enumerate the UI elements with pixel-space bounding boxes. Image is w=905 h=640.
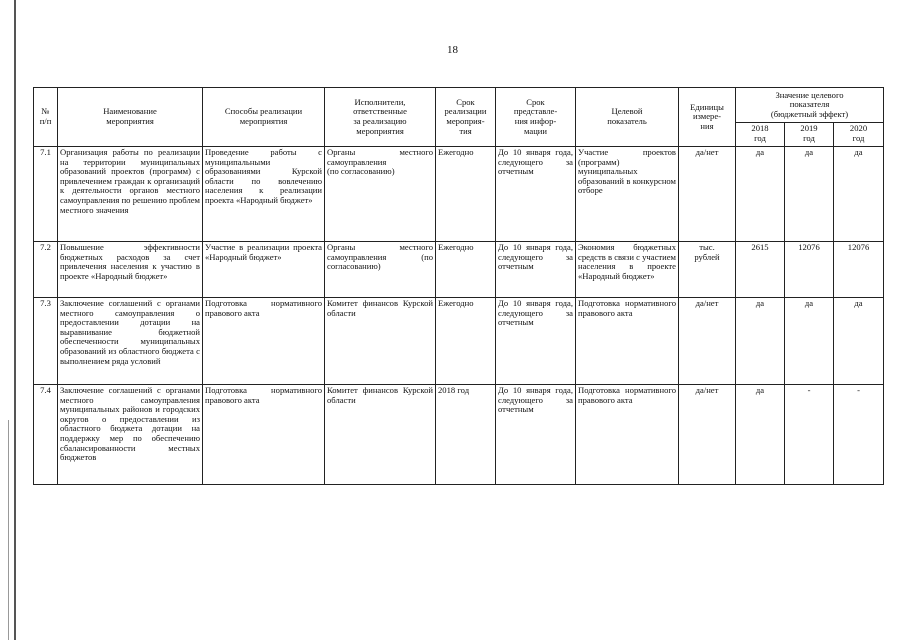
header-name: Наименование мероприятия — [58, 88, 203, 147]
cell-value-2018: 2615 — [736, 242, 785, 298]
cell-info-term: До 10 января года, следующего за отчетным — [496, 147, 576, 242]
cell-indicator: Экономия бюджетных средств в связи с участием населения в проекте «Народный бюджет» — [576, 242, 679, 298]
cell-methods: Подготовка нормативного правового акта — [203, 385, 325, 485]
cell-num: 7.2 — [34, 242, 58, 298]
header-units: Единицы измере- ния — [679, 88, 736, 147]
cell-units: да/нет — [679, 298, 736, 385]
cell-units: да/нет — [679, 147, 736, 242]
cell-term: Ежегодно — [436, 242, 496, 298]
header-executors: Исполнители, ответственные за реализацию мероприятия — [325, 88, 436, 147]
cell-term: 2018 год — [436, 385, 496, 485]
table-row — [34, 147, 884, 242]
scan-left-edge-shadow — [8, 420, 9, 640]
cell-term: Ежегодно — [436, 147, 496, 242]
cell-executors: Комитет финансов Курской области — [325, 298, 436, 385]
cell-indicator: Подготовка нормативного правового акта — [576, 385, 679, 485]
cell-num: 7.4 — [34, 385, 58, 485]
table-row — [34, 298, 884, 385]
cell-executors: Комитет финансов Курской области — [325, 385, 436, 485]
header-info-term: Срок представле- ния инфор- мации — [496, 88, 576, 147]
header-value-group: Значение целевого показателя (бюджетный эффект) — [736, 88, 884, 123]
header-term: Срок реализации мероприя- тия — [436, 88, 496, 147]
cell-name: Заключение соглашений с органами местного самоуправления о предоставлении дотации на выравнивание бюджетной обеспеченности муниципальных образований из областного бюджета с выполнением ряда условий — [58, 298, 203, 385]
cell-value-2020: 12076 — [834, 242, 884, 298]
cell-name: Повышение эффективности бюджетных расходов за счет привлечения населения к участию в проекте «Народный бюджет» — [58, 242, 203, 298]
cell-name: Заключение соглашений с органами местного самоуправления муниципальных районов и городских округов о предоставлении из областного бюджета дотации на поддержку мер по обеспечению сбалансированности местных бюджетов — [58, 385, 203, 485]
header-indicator: Целевой показатель — [576, 88, 679, 147]
header-year-2019: 2019 год — [785, 123, 834, 147]
header-year-2020: 2020 год — [834, 123, 884, 147]
cell-value-2019: да — [785, 298, 834, 385]
cell-value-2019: 12076 — [785, 242, 834, 298]
cell-term: Ежегодно — [436, 298, 496, 385]
cell-executors: Органы местного самоуправления (по согласованию) — [325, 242, 436, 298]
cell-units: тыс. рублей — [679, 242, 736, 298]
cell-units: да/нет — [679, 385, 736, 485]
cell-value-2018: да — [736, 147, 785, 242]
page-number: 18 — [447, 44, 458, 56]
table-row — [34, 242, 884, 298]
cell-executors: Органы местного самоуправления (по согласованию) — [325, 147, 436, 242]
cell-value-2018: да — [736, 385, 785, 485]
cell-value-2019: - — [785, 385, 834, 485]
cell-value-2020: да — [834, 298, 884, 385]
table-row — [34, 385, 884, 485]
cell-value-2019: да — [785, 147, 834, 242]
cell-value-2018: да — [736, 298, 785, 385]
cell-methods: Проведение работы с муниципальными образованиями Курской области по вовлечению населения к реализации проекта «Народный бюджет» — [203, 147, 325, 242]
header-year-2018: 2018 год — [736, 123, 785, 147]
cell-methods: Участие в реализации проекта «Народный бюджет» — [203, 242, 325, 298]
cell-value-2020: - — [834, 385, 884, 485]
table-header-row — [34, 88, 884, 123]
cell-info-term: До 10 января года, следующего за отчетным — [496, 242, 576, 298]
cell-num: 7.1 — [34, 147, 58, 242]
header-num: № п/п — [34, 88, 58, 147]
measures-table — [33, 87, 884, 485]
cell-name: Организация работы по реализации на территории муниципальных образований проектов (программ) с привлечением граждан к организаций к деятельности органов местного самоуправления по решению проблем местного значения — [58, 147, 203, 242]
cell-info-term: До 10 января года, следующего за отчетным — [496, 298, 576, 385]
cell-value-2020: да — [834, 147, 884, 242]
cell-indicator: Подготовка нормативного правового акта — [576, 298, 679, 385]
cell-methods: Подготовка нормативного правового акта — [203, 298, 325, 385]
scan-left-edge — [14, 0, 16, 640]
cell-num: 7.3 — [34, 298, 58, 385]
cell-indicator: Участие проектов (программ) муниципальных образований в конкурсном отборе — [576, 147, 679, 242]
header-methods: Способы реализации мероприятия — [203, 88, 325, 147]
cell-info-term: До 10 января года, следующего за отчетным — [496, 385, 576, 485]
